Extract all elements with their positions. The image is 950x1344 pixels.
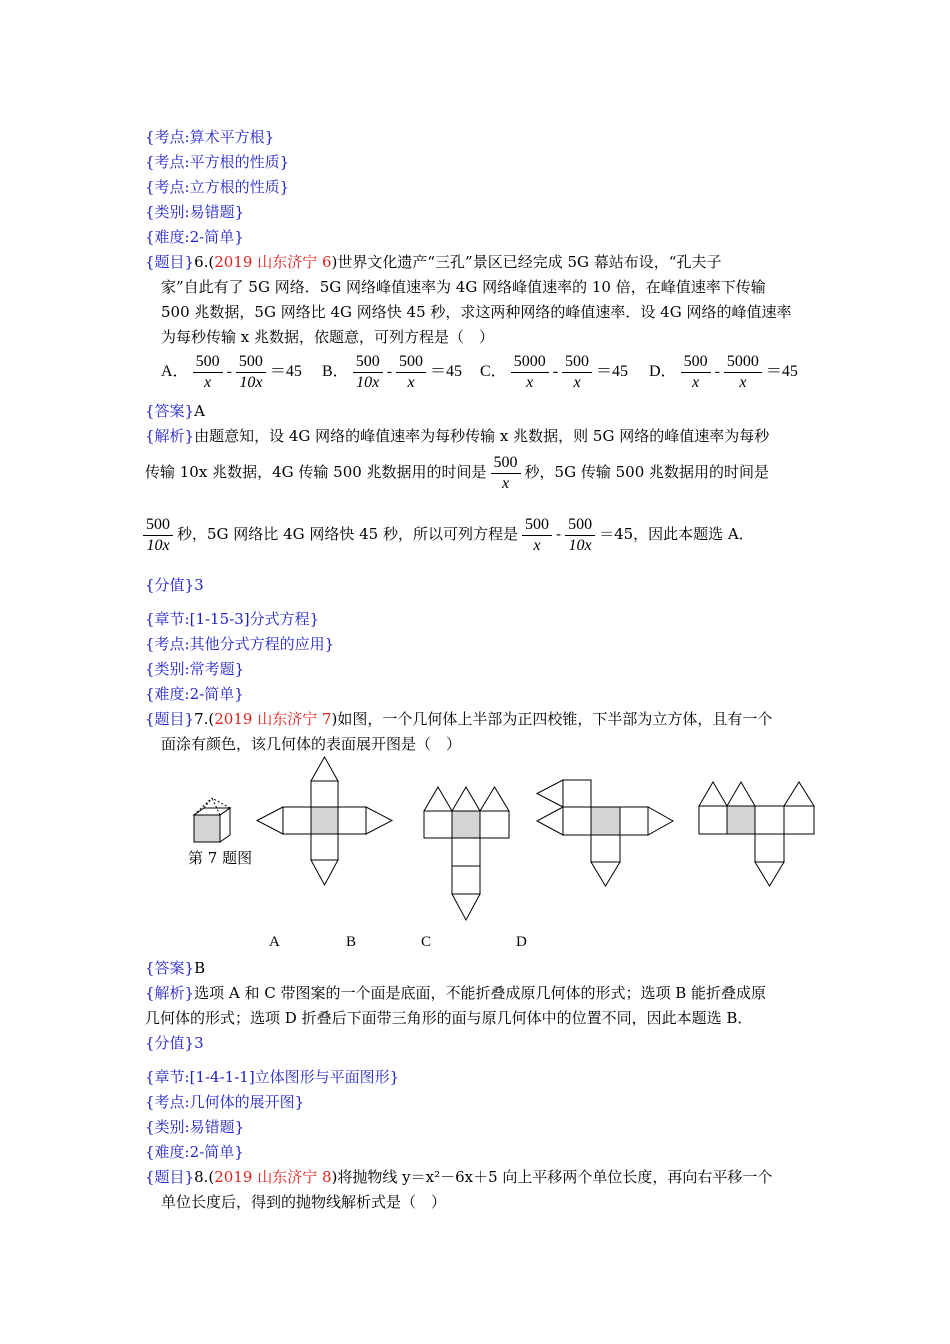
q7-answer: {答案}B: [145, 959, 206, 977]
q8-stem-line2: 单位长度后，得到的抛物线解析式是（ ）: [161, 1193, 447, 1211]
net-label-a: A: [269, 934, 280, 950]
q6-score: {分值}3: [145, 576, 204, 594]
figure-caption: 第 7 题图: [188, 849, 253, 867]
tag-line: {类别:常考题}: [145, 660, 245, 678]
tag-line: {类别:易错题}: [145, 203, 245, 221]
tag-line: {章节:[1-4-1-1]立体图形与平面图形}: [145, 1068, 400, 1086]
q7-stem-line2: 面涂有颜色，该几何体的表面展开图是（ ）: [161, 735, 462, 753]
net-label-b: B: [346, 934, 357, 950]
q6-stem-line4: 为每秒传输 x 兆数据，依题意，可列方程是（ ）: [161, 328, 494, 346]
tag-line: {考点:算术平方根}: [145, 128, 275, 146]
tag-line: {类别:易错题}: [145, 1118, 245, 1136]
q6-option-a: A． $\frac{500}{x}$ - $\frac{500}{10x}$ ＝45: [161, 353, 302, 391]
q6-stem-line2: 家”自此有了 5G 网络．5G 网络峰值速率为 4G 网络峰值速率的 10 倍，在峰值速率下传输: [161, 278, 766, 296]
q6-close: ): [331, 253, 338, 271]
q6-analysis-line1: {解析}由题意知，设 4G 网络的峰值速率为每秒传输 x 兆数据，则 5G 网络的峰值速率为每秒: [145, 427, 770, 445]
q6-text: 世界文化遗产“三孔”景区已经完成 5G 幕站布设，“孔夫子: [337, 253, 722, 271]
q6-source: 2019 山东济宁 6: [214, 253, 332, 271]
tag-line: {考点:其他分式方程的应用}: [145, 635, 335, 653]
net-d: [697, 780, 819, 890]
tag-line: {章节:[1-15-3]分式方程}: [145, 610, 320, 628]
q6-stem-line3: 500 兆数据，5G 网络比 4G 网络快 45 秒，求这两种网络的峰值速率．设 4G 网络的峰值速率: [161, 303, 792, 321]
q6-option-c: C． $\frac{5000}{x}$ - $\frac{500}{x}$ ＝45: [480, 353, 629, 391]
tag-line: {难度:2-简单}: [145, 685, 244, 703]
q8-stem-line1: {题目}8.(2019 山东济宁 8)将抛物线 y＝x²－6x＋5 向上平移两个单位长度，再向右平移一个: [145, 1168, 773, 1186]
tag-line: {难度:2-简单}: [145, 1143, 244, 1161]
net-b: [422, 785, 514, 925]
q6-analysis-line2: 传输 10x 兆数据，4G 传输 500 兆数据用的时间是 $\frac{500}{x}$ 秒，5G 传输 500 兆数据用的时间是: [145, 453, 770, 492]
q6-answer: {答案}A: [145, 402, 205, 420]
q6-label: {题目}: [145, 253, 195, 271]
tag-line: {考点:几何体的展开图}: [145, 1093, 305, 1111]
q6-stem-line1: [145, 252, 721, 272]
tag-line: {考点:立方根的性质}: [145, 178, 290, 196]
net-label-c: C: [421, 934, 432, 950]
solid-figure: [190, 795, 235, 845]
q6-analysis-line3: $\frac{500}{10x}$ 秒，5G 网络比 4G 网络快 45 秒，所以可列方程是 $\frac{500}{x}$ - $\frac{500}{10x}$ ＝45，因此本题选 A．: [143, 514, 754, 556]
q7-analysis-line1: {解析}选项 A 和 C 带图案的一个面是底面，不能折叠成原几何体的形式；选项 B 能折叠成原: [145, 984, 767, 1002]
q7-stem-line1: {题目}7.(2019 山东济宁 7)如图，一个几何体上半部为正四校锥，下半部为立方体，且有一个: [145, 710, 773, 728]
tag-line: {考点:平方根的性质}: [145, 153, 290, 171]
net-a: [255, 755, 395, 890]
q6-option-d: D． $\frac{500}{x}$ - $\frac{5000}{x}$ ＝45: [649, 353, 798, 391]
net-c: [535, 778, 675, 890]
q6-number: 6.(: [194, 253, 215, 271]
tag-line: {难度:2-简单}: [145, 228, 244, 246]
q7-score: {分值}3: [145, 1034, 204, 1052]
q7-analysis-line2: 几何体的形式；选项 D 折叠后下面带三角形的面与原几何体中的位置不同，因此本题选 B．: [145, 1009, 753, 1027]
net-label-d: D: [516, 934, 527, 950]
q6-option-b: B． $\frac{500}{10x}$ - $\frac{500}{x}$ ＝45: [322, 353, 463, 391]
